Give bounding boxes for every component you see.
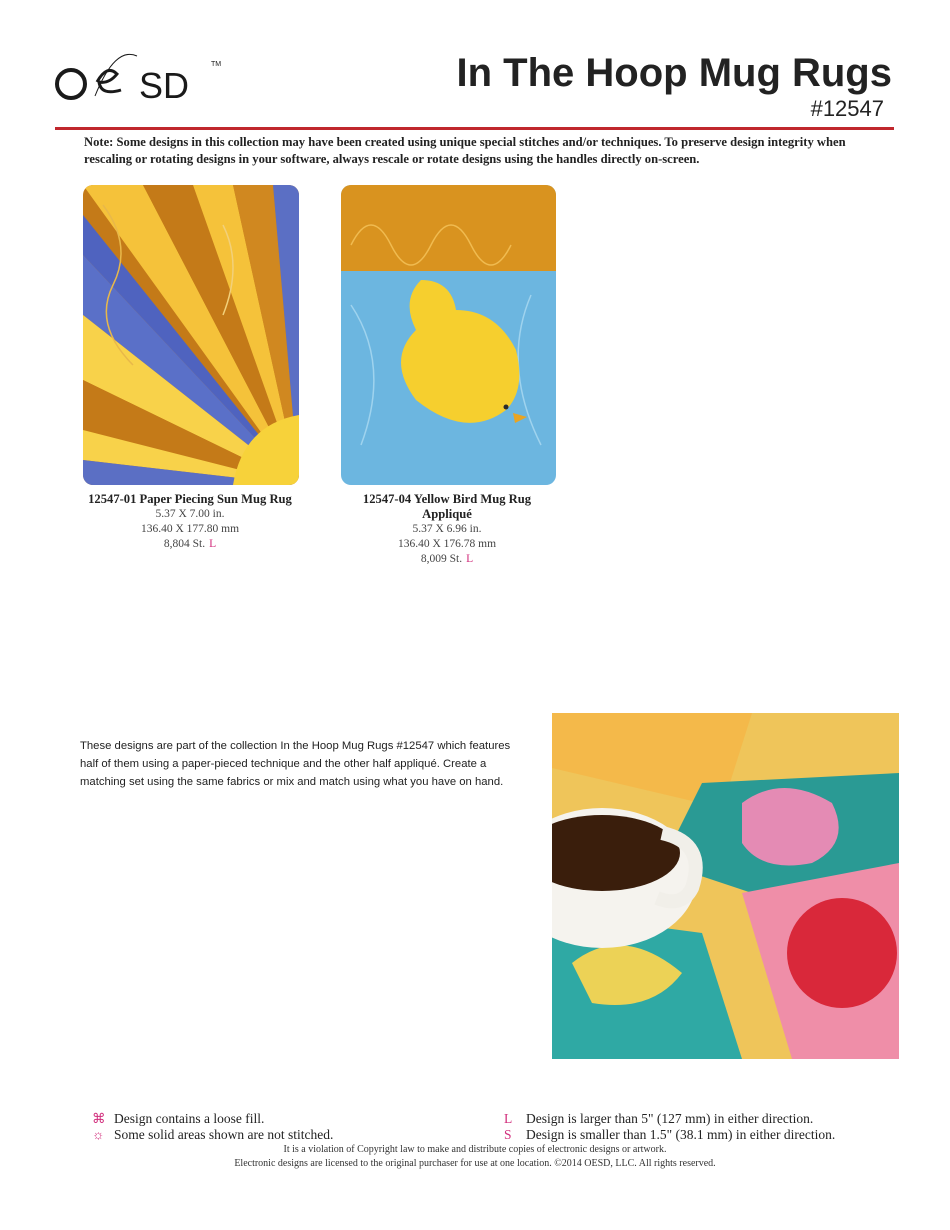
design-note: Note: Some designs in this collection may have been created using unique special stitches and/or techniques. To preserve design integrity when rescaling or rotating designs in your software, always rescale or rotate designs using the handles directly on-screen. (84, 135, 846, 166)
sun-mug-rug-image (83, 185, 299, 485)
copyright-line-1: It is a violation of Copyright law to make and distribute copies of electronic designs or artwork. (283, 1144, 667, 1155)
bird-mug-rug-image (341, 185, 556, 485)
legend-left (92, 1111, 333, 1143)
svg-text:SD: SD (139, 65, 190, 104)
legend-solid-text-a: Some solid (114, 1127, 175, 1142)
legend-loose-fill (92, 1111, 333, 1127)
oesd-logo-mark (55, 52, 225, 104)
large-flag: L (504, 1111, 513, 1126)
design-stitches-row (80, 537, 300, 552)
page-title: In The Hoop Mug Rugs (456, 51, 892, 95)
design-name: 12547-01 Paper Piecing Sun Mug Rug (88, 492, 292, 506)
header-divider (55, 127, 894, 130)
copyright-notice (0, 1143, 950, 1171)
design-size-mm: 136.40 X 176.78 mm (397, 538, 497, 550)
design-stitches-row (337, 552, 557, 567)
design-caption-2 (337, 492, 557, 567)
design-thumbnail-bird[interactable] (341, 185, 556, 485)
design-flag: L (466, 553, 474, 565)
legend-right (504, 1111, 835, 1143)
design-name: 12547-04 Yellow Bird Mug Rug Appliqué (362, 492, 532, 521)
legend-solid (92, 1127, 333, 1143)
design-size-mm: 136.40 X 177.80 mm (140, 523, 240, 535)
legend-small-text: Design is smaller than 1.5" (38.1 mm) in either direction. (526, 1127, 836, 1142)
catalog-number: #12547 (810, 96, 884, 121)
collection-photo (552, 713, 899, 1059)
svg-text:TM: TM (211, 61, 222, 68)
copyright-line-2: Electronic designs are licensed to the original purchaser for use at one location. ©2014 OESD, LLC. All rights reserved. (234, 1158, 716, 1169)
design-caption-1 (80, 492, 300, 552)
legend-solid-text-b: areas shown are not stitched. (177, 1127, 334, 1142)
design-size-in: 5.37 X 6.96 in. (412, 523, 482, 535)
legend-small (504, 1127, 835, 1143)
collection-description: These designs are part of the collection In the Hoop Mug Rugs #12547 which features half of them using a paper-pieced technique and the other half appliqué. Create a matching set using the same fabrics or mix and match using what you have on hand. (80, 740, 511, 788)
sun-icon: ☼ (92, 1127, 105, 1142)
mug-rugs-photo (552, 713, 899, 1059)
design-flag: L (209, 538, 217, 550)
legend-loose-fill-text: Design contains a loose fill. (114, 1111, 265, 1126)
small-flag: S (504, 1127, 512, 1142)
design-thumbnail-sun[interactable] (83, 185, 299, 485)
design-stitches: 8,009 St. (420, 553, 463, 565)
design-size-in: 5.37 X 7.00 in. (155, 508, 225, 520)
loose-fill-icon: ⌘ (92, 1111, 106, 1126)
design-stitches: 8,804 St. (163, 538, 206, 550)
oesd-logo (55, 52, 225, 104)
legend-large-text: Design is larger than 5" (127 mm) in either direction. (526, 1111, 814, 1126)
legend-large (504, 1111, 835, 1127)
